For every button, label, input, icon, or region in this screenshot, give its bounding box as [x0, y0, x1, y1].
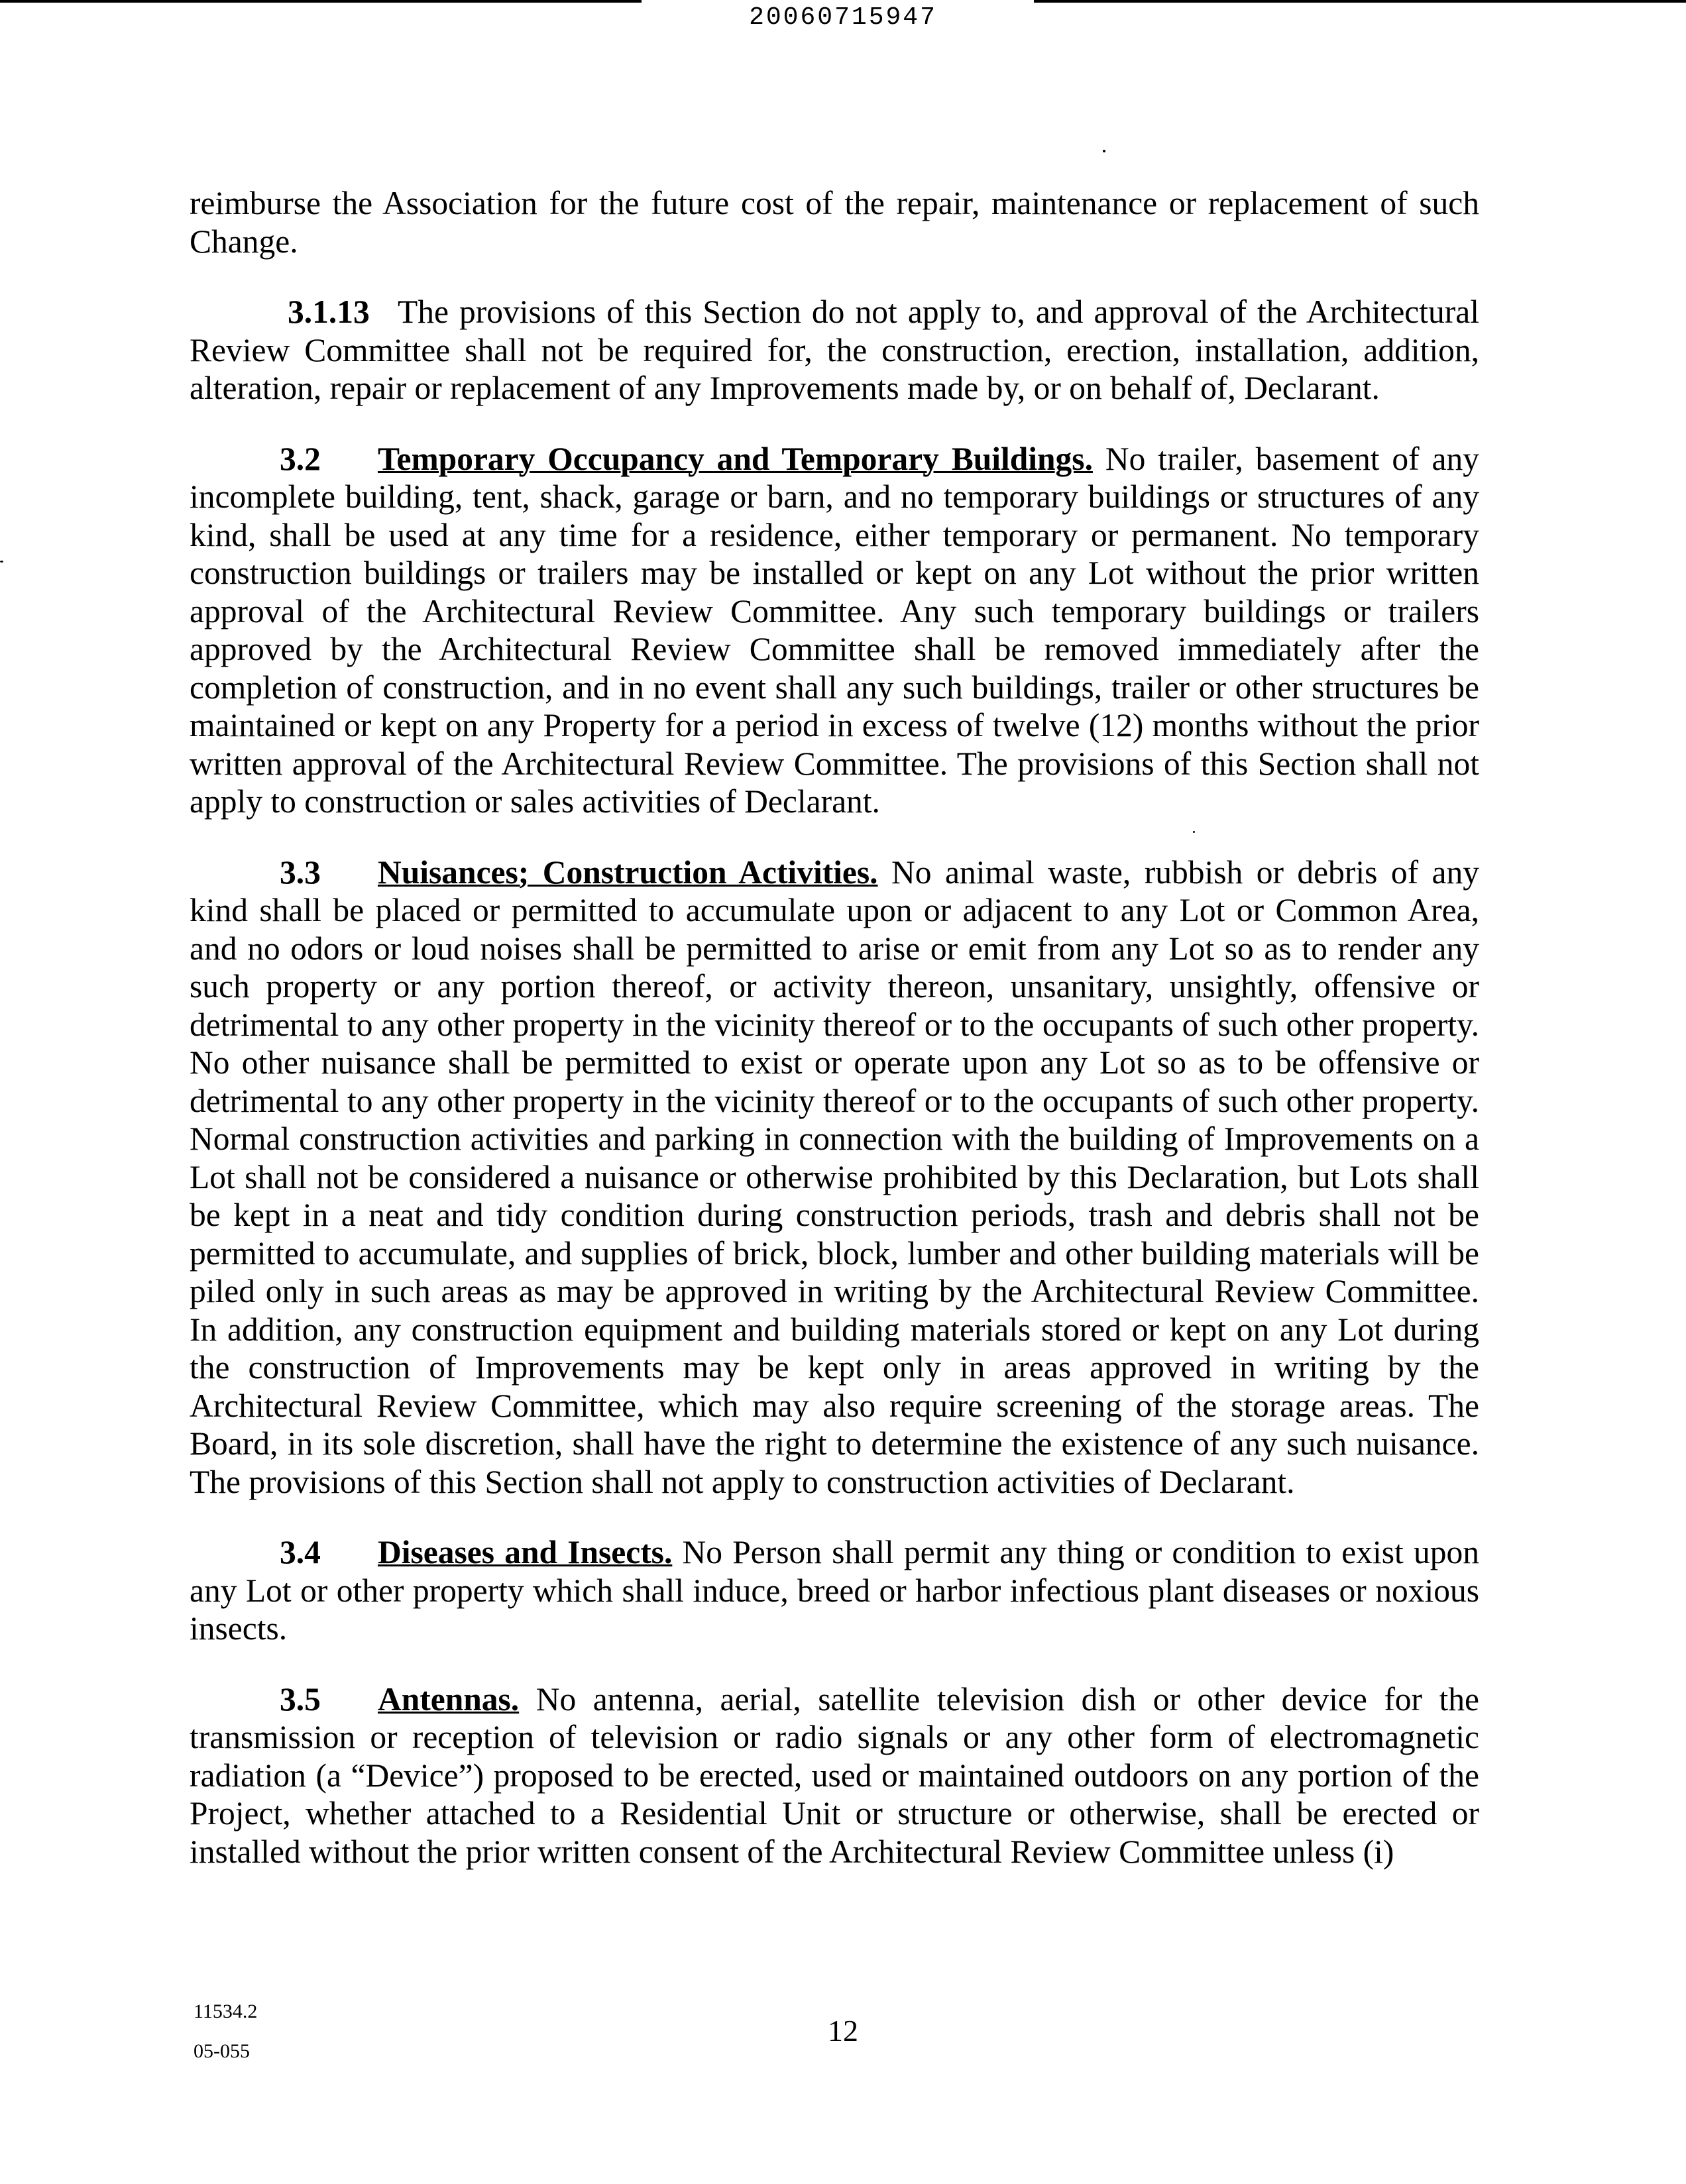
footer-code-bottom: 05-055	[194, 2040, 250, 2062]
section-number: 3.3	[280, 853, 321, 891]
section-number: 3.4	[280, 1534, 321, 1570]
section-text: No animal waste, rubbish or debris of any kind shall be placed or permitted to accumulate upon or adjacent to any Lot or Common Area, and no odors or loud noises shall be permitted to arise or emit from any Lot so as to render any such property or any portion thereof, or activity thereon, unsanitary, unsightly, offensive or detrimental to any other property in the vicinity thereof or to the occupants of such other property. No other nuisance shall be permitted to exist or operate upon any Lot so as to be offensive or detrimental to any other property in the vicinity thereof or to the occupants of such other property. Normal construction activities and parking in connection with the building of Improvements on a Lot shall not be considered a nuisance or otherwise prohibited by this Declaration, but Lots shall be kept in a neat and tidy condition during construction periods, trash and debris shall not be permitted to accumulate, and supplies of brick, block, lumber and other building materials will be piled only in such areas as may be approved in writing by the Architectural Review Committee. In addition, any construction equipment and building materials stored or kept on any Lot during the construction of Improvements may be kept only in areas approved in writing by the Architectural Review Committee, which may also require screening of the storage areas. The Board, in its sole discretion, shall have the right to determine the existence of any such nuisance. The provisions of this Section shall not apply to construction activities of Declarant.	[190, 853, 1480, 1500]
section-3-1-13	[190, 293, 1479, 408]
section-3-5	[190, 1680, 1479, 1871]
scan-speck	[1103, 150, 1105, 152]
section-text: No antenna, aerial, satellite television dish or other device for the transmission or reception of television or radio signals or any other form of electromagnetic radiation (a “Device”) proposed to be erected, used or maintained outdoors on any portion of the Project, whether attached to a Residential Unit or structure or otherwise, shall be erected or installed without the prior written consent of the Architectural Review Committee unless (i)	[190, 1680, 1480, 1870]
section-3-2	[190, 440, 1479, 821]
page-number: 12	[828, 2014, 858, 2048]
document-body	[190, 184, 1479, 1903]
section-text: No Person shall permit any thing or condition to exist upon any Lot or other property which shall induce, breed or harbor infectious plant diseases or noxious insects.	[190, 1534, 1479, 1647]
section-title: Antennas.	[378, 1680, 520, 1718]
paragraph-text: reimburse the Association for the future cost of the repair, maintenance or replacement of such Change.	[190, 185, 1479, 260]
section-number: 3.1.13	[288, 294, 370, 330]
section-3-4	[190, 1533, 1479, 1648]
section-title: Diseases and Insects.	[378, 1534, 673, 1570]
section-title: Nuisances; Construction Activities.	[378, 853, 878, 891]
document-number: 20060715947	[749, 3, 937, 32]
section-3-3	[190, 853, 1479, 1502]
section-number: 3.5	[280, 1680, 321, 1718]
paragraph-continuation	[190, 184, 1479, 260]
footer-code-top: 11534.2	[194, 2000, 258, 2022]
scan-speck	[0, 561, 3, 563]
section-text: No trailer, basement of any incomplete building, tent, shack, garage or barn, and no temporary buildings or structures of any kind, shall be used at any time for a residence, either temporary or permanent. No temporary construction buildings or trailers may be installed or kept on any Lot without the prior written approval of the Architectural Review Committee. Any such temporary buildings or trailers approved by the Architectural Review Committee shall be removed immediately after the completion of construction, and in no event shall any such buildings, trailer or other structures be maintained or kept on any Property for a period in excess of twelve (12) months without the prior written approval of the Architectural Review Committee. The provisions of this Section shall not apply to construction or sales activities of Declarant.	[190, 440, 1479, 820]
section-text: The provisions of this Section do not apply to, and approval of the Architectural Review Committee shall not be required for, the construction, erection, installation, addition, alteration, repair or replacement of any Improvements made by, or on behalf of, Declarant.	[190, 294, 1479, 406]
section-number: 3.2	[280, 440, 321, 477]
section-title: Temporary Occupancy and Temporary Buildings.	[378, 440, 1093, 477]
